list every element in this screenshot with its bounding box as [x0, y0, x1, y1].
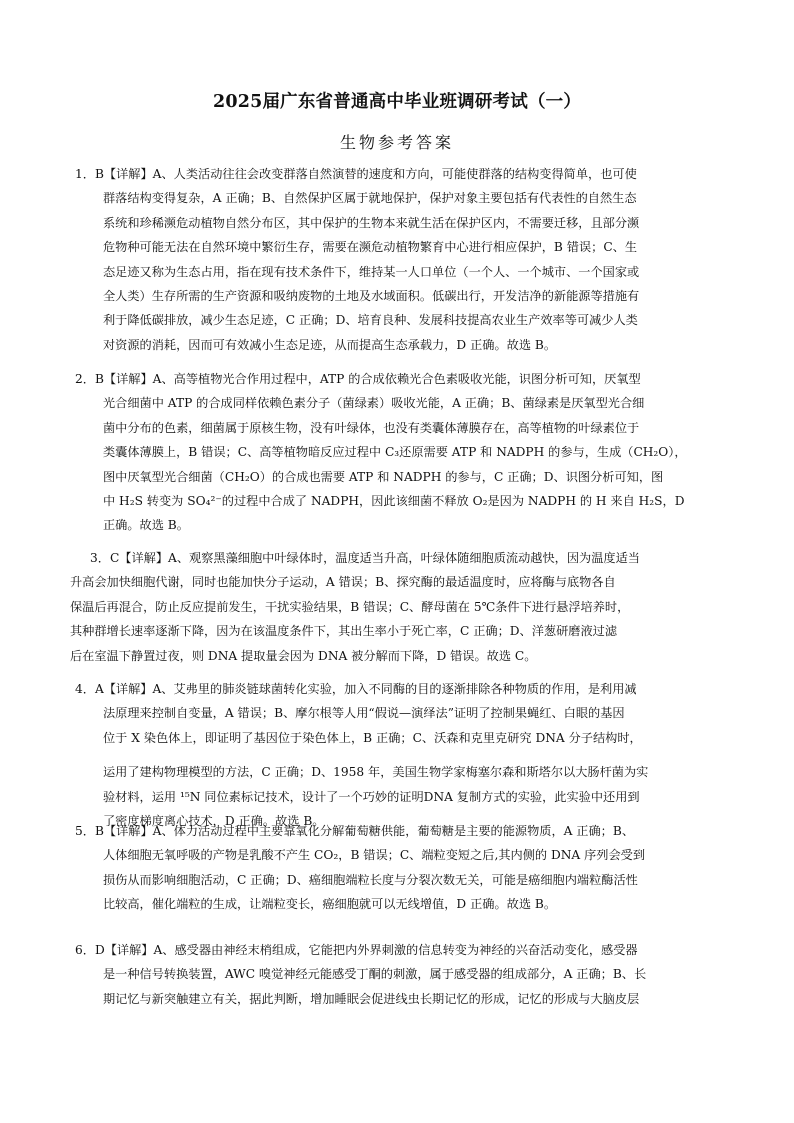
- answer-item-1: [75, 162, 720, 357]
- text-line: 利于降低碳排放，减少生态足迹，C 正确；D、培育良种、发展科技提高农业生产效率等可减少人类: [103, 313, 638, 328]
- text-line: 运用了建构物理模型的方法，C 正确；D、1958 年，美国生物学家梅塞尔森和斯塔尔以大肠杆菌为实: [103, 765, 649, 780]
- text-line: 比较高，催化端粒的生成，让端粒变长，癌细胞就可以无线增值，D 正确。故选 B。: [103, 897, 557, 912]
- page-subtitle: 生物参考答案: [339, 133, 454, 152]
- text-line: 后在室温下静置过夜，则 DNA 提取量会因为 DNA 被分解而下降，D 错误。故选 C。: [70, 648, 537, 663]
- text-line: 1．B【详解】A、人类活动往往会改变群落自然演替的速度和方向，可能使群落的结构变得简单，也可使: [75, 167, 637, 181]
- text-line: 保温后再混合，防止反应提前发生，干扰实验结果，B 错误；C、酵母菌在 5℃条件下进行悬浮培养时，: [70, 599, 630, 614]
- text-line: 光合细菌中 ATP 的合成同样依赖色素分子（菌绿素）吸收光能，A 正确；B、菌绿素是厌氧型光合细: [103, 396, 645, 411]
- text-line: 中 H₂S 转变为 SO₄²⁻的过程中合成了 NADPH，因此该细菌不释放 O₂是因为 NADPH 的 H 来自 H₂S，D: [103, 493, 685, 508]
- text-line: 态足迹又称为生态占用，指在现有技术条件下，维持某一人口单位（一个人、一个城市、一个国家或: [103, 264, 640, 279]
- text-line: 菌中分布的色素，细菌属于原核生物，没有叶绿体，也没有类囊体薄膜存在，高等植物的叶绿素位于: [103, 420, 640, 435]
- text-line: 位于 X 染色体上，即证明了基因位于染色体上，B 正确；C、沃森和克里克研究 DNA 分子结构时，: [103, 730, 642, 745]
- text-line: 4．A【详解】A、艾弗里的肺炎链球菌转化实验，加入不同酶的目的逐渐排除各种物质的作用，是利用减: [75, 682, 637, 696]
- text-line: 群落结构变得复杂，A 正确；B、自然保护区属于就地保护，保护对象主要包括有代表性的自然生态: [103, 191, 637, 206]
- text-line: 类囊体薄膜上，B 错误；C、高等植物暗反应过程中 C₃还原需要 ATP 和 NADPH 的参与，生成（CH₂O），: [103, 445, 687, 460]
- answer-item-3: [70, 546, 722, 668]
- text-line: 是一种信号转换装置，AWC 嗅觉神经元能感受丁酮的刺激，属于感受器的组成部分，A 正确；B、长: [103, 967, 647, 982]
- text-line: 5．B【详解】A、体力活动过程中主要靠氧化分解葡萄糖供能，葡萄糖是主要的能源物质，A 正确；B、: [75, 824, 635, 838]
- text-line: 了密度梯度离心技术，D 正确。故选 B。: [103, 813, 325, 828]
- text-line: 期记忆与新突触建立有关，据此判断，增加睡眠会促进线虫长期记忆的形成，记忆的形成与大脑皮层: [103, 991, 640, 1006]
- text-line: 法原理来控制自变量，A 错误；B、摩尔根等人用“假说—演绎法”证明了控制果蝇红、白眼的基因: [103, 706, 625, 721]
- text-line: 3．C【详解】A、观察黑藻细胞中叶绿体时，温度适当升高，叶绿体随细胞质流动越快，因为温度适当: [90, 551, 640, 565]
- answer-item-4: [75, 677, 720, 833]
- text-line: 图中厌氧型光合细菌（CH₂O）的合成也需要 ATP 和 NADPH 的参与，C 正确；D、识图分析可知，图: [103, 469, 664, 484]
- answer-item-6: [75, 938, 720, 1011]
- text-line: 全人类）生存所需的生产资源和吸纳废物的土地及水域面积。低碳出行，开发洁净的新能源等措施有: [103, 288, 640, 303]
- text-line: 升高会加快细胞代谢，同时也能加快分子运动，A 错误；B、探究酶的最适温度时，应将酶与底物各自: [70, 575, 616, 590]
- text-line: 6．D【详解】A、感受器由神经末梢组成，它能把内外界刺激的信息转变为神经的兴奋活动变化，感受器: [75, 943, 638, 957]
- text-line: 验材料，运用 ¹⁵N 同位素标记技术，设计了一个巧妙的证明DNA 复制方式的实验，此实验中还用到: [103, 789, 640, 804]
- text-line: 损伤从而影响细胞活动，C 正确；D、癌细胞端粒长度与分裂次数无关，可能是癌细胞内端粒酶活性: [103, 872, 638, 887]
- text-line: 危物种可能无法在自然环境中繁衍生存，需要在濒危动植物繁育中心进行相应保护，B 错误；C、生: [103, 240, 638, 255]
- page-title: 2025届广东省普通高中毕业班调研考试（一）: [212, 92, 582, 112]
- text-line: 对资源的消耗，因而可有效减小生态足迹，从而提高生态承载力，D 正确。故选 B。: [103, 337, 557, 352]
- text-line: 2．B【详解】A、高等植物光合作用过程中，ATP 的合成依赖光合色素吸收光能，识图分析可知，厌氧型: [75, 372, 641, 386]
- answer-item-5: [75, 819, 720, 917]
- text-line: 其种群增长速率逐渐下降，因为在该温度条件下，其出生率小于死亡率，C 正确；D、洋葱研磨液过滤: [70, 624, 618, 639]
- text-line: 人体细胞无氧呼吸的产物是乳酸不产生 CO₂，B 错误；C、端粒变短之后,其内侧的 DNA 序列会受到: [103, 848, 646, 863]
- text-line: 系统和珍稀濒危动植物自然分布区，其中保护的生物本来就生活在保护区内，不需要迁移，且部分濒: [103, 215, 640, 230]
- answer-item-2: [75, 367, 720, 538]
- text-line: 正确。故选 B。: [103, 518, 189, 533]
